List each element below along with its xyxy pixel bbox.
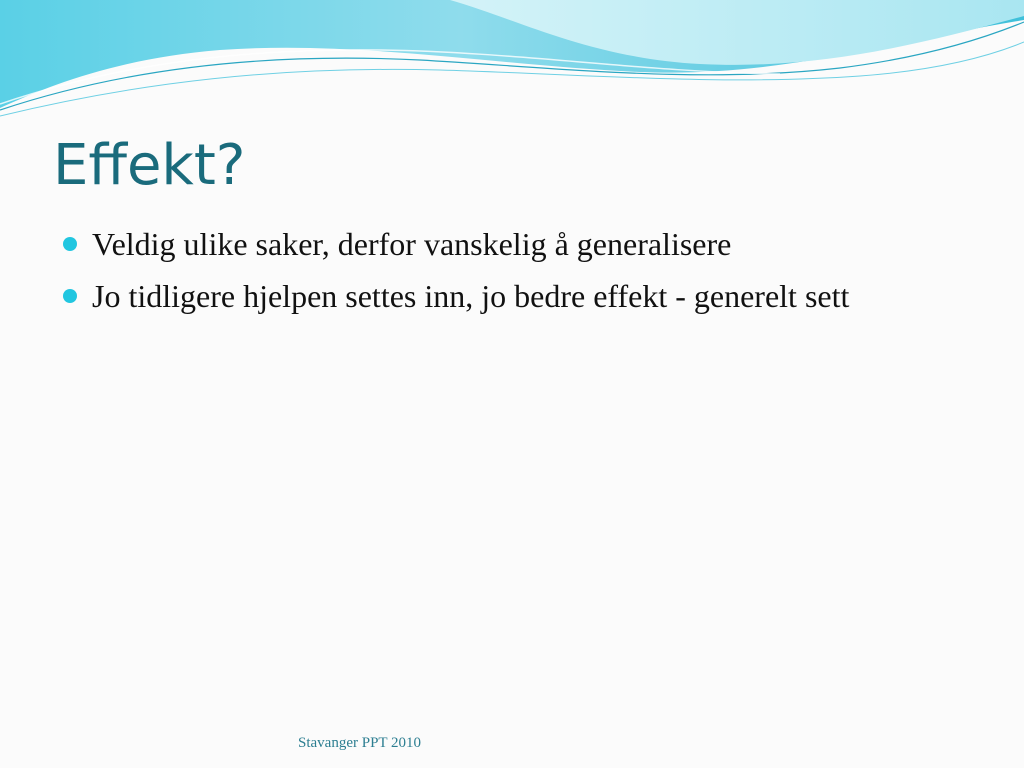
bullet-text: Jo tidligere hjelpen settes inn, jo bedre effekt - generelt sett	[92, 278, 850, 314]
slide-footer: Stavanger PPT 2010	[298, 735, 422, 751]
bullet-dot-icon	[63, 289, 77, 303]
wave-banner-decoration	[0, 0, 1024, 130]
slide-title: Effekt?	[53, 133, 246, 198]
bullet-item	[62, 222, 922, 267]
bullet-text: Veldig ulike saker, derfor vanskelig å generalisere	[92, 226, 732, 262]
bullet-item	[62, 274, 922, 319]
bullet-dot-icon	[63, 237, 77, 251]
bullet-list	[62, 222, 922, 326]
